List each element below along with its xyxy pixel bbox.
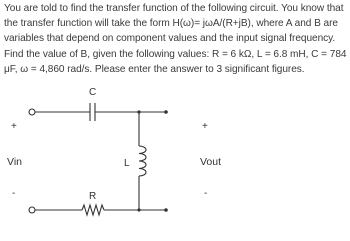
input-top-terminal	[29, 109, 35, 115]
resistor-zigzag	[82, 205, 104, 215]
output-bottom-node	[164, 208, 168, 212]
inductor-label: L	[124, 158, 130, 169]
input-label: Vin	[7, 156, 22, 168]
output-minus-sign: -	[204, 188, 208, 199]
capacitor-label: C	[89, 87, 97, 98]
output-top-node	[164, 110, 168, 114]
input-bottom-terminal	[29, 207, 35, 213]
inductor-bottom-node	[137, 208, 140, 211]
inductor-top-node	[137, 110, 140, 113]
output-plus-sign: +	[202, 121, 208, 132]
resistor-label: R	[89, 191, 97, 202]
output-label: Vout	[200, 156, 222, 168]
input-plus-sign: +	[11, 121, 17, 132]
inductor-coil	[139, 146, 146, 176]
input-minus-sign: -	[12, 188, 16, 199]
question-text: You are told to find the transfer function of the following circuit. You know that the transfer function will take the form H(ω)= jωA/(R+jB), where A and B are variables that depend on component values and the input signal frequency. Find the value of B, given the following values: R = 6 kΩ, L = 6.8 mH, C = 784 μF, ω = 4,860 rad/s. Please enter the answer to 3 significant figures.	[4, 3, 347, 75]
